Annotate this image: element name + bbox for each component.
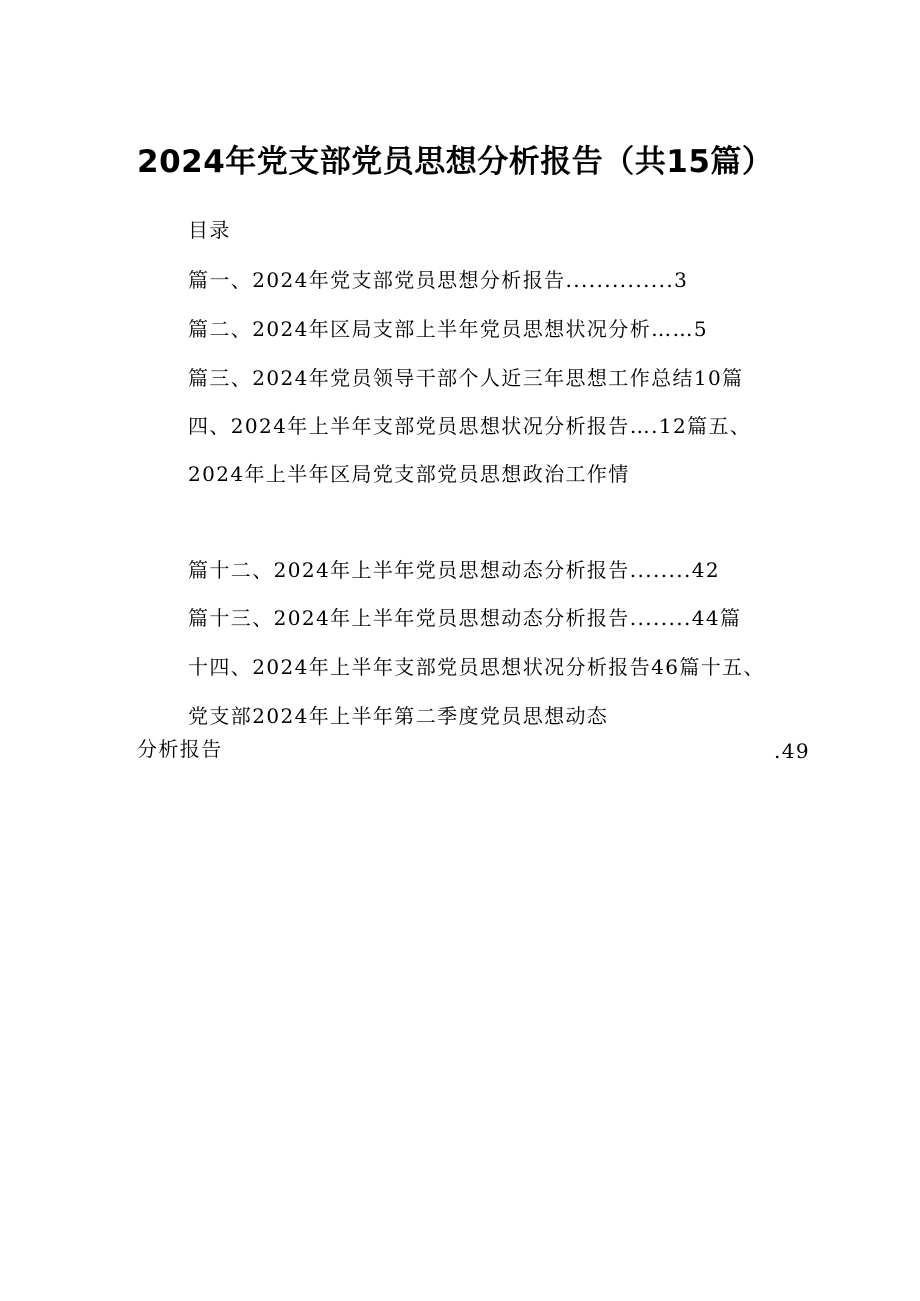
- toc-page-number: .49: [774, 739, 811, 763]
- toc-line: 分析报告: [137, 737, 223, 761]
- toc-line: 篇三、2024年党员领导干部个人近三年思想工作总结10篇: [188, 366, 744, 390]
- toc-line: 党支部2024年上半年第二季度党员思想动态: [188, 704, 609, 728]
- toc-line: 四、2024年上半年支部党员思想状况分析报告….12篇五、: [188, 414, 752, 438]
- toc-line: 篇十二、2024年上半年党员思想动态分析报告........42: [188, 558, 721, 582]
- toc-heading: 目录: [188, 218, 231, 242]
- toc-line: 篇二、2024年区局支部上半年党员思想状况分析……5: [188, 317, 709, 341]
- document-title: 2024年党支部党员思想分析报告（共15篇）: [137, 144, 774, 180]
- toc-line: 篇一、2024年党支部党员思想分析报告..............3: [188, 268, 689, 292]
- toc-line: 2024年上半年区局党支部党员思想政治工作情: [188, 462, 630, 486]
- toc-line: 篇十三、2024年上半年党员思想动态分析报告........44篇: [188, 606, 742, 630]
- toc-line: 十四、2024年上半年支部党员思想状况分析报告46篇十五、: [188, 655, 765, 679]
